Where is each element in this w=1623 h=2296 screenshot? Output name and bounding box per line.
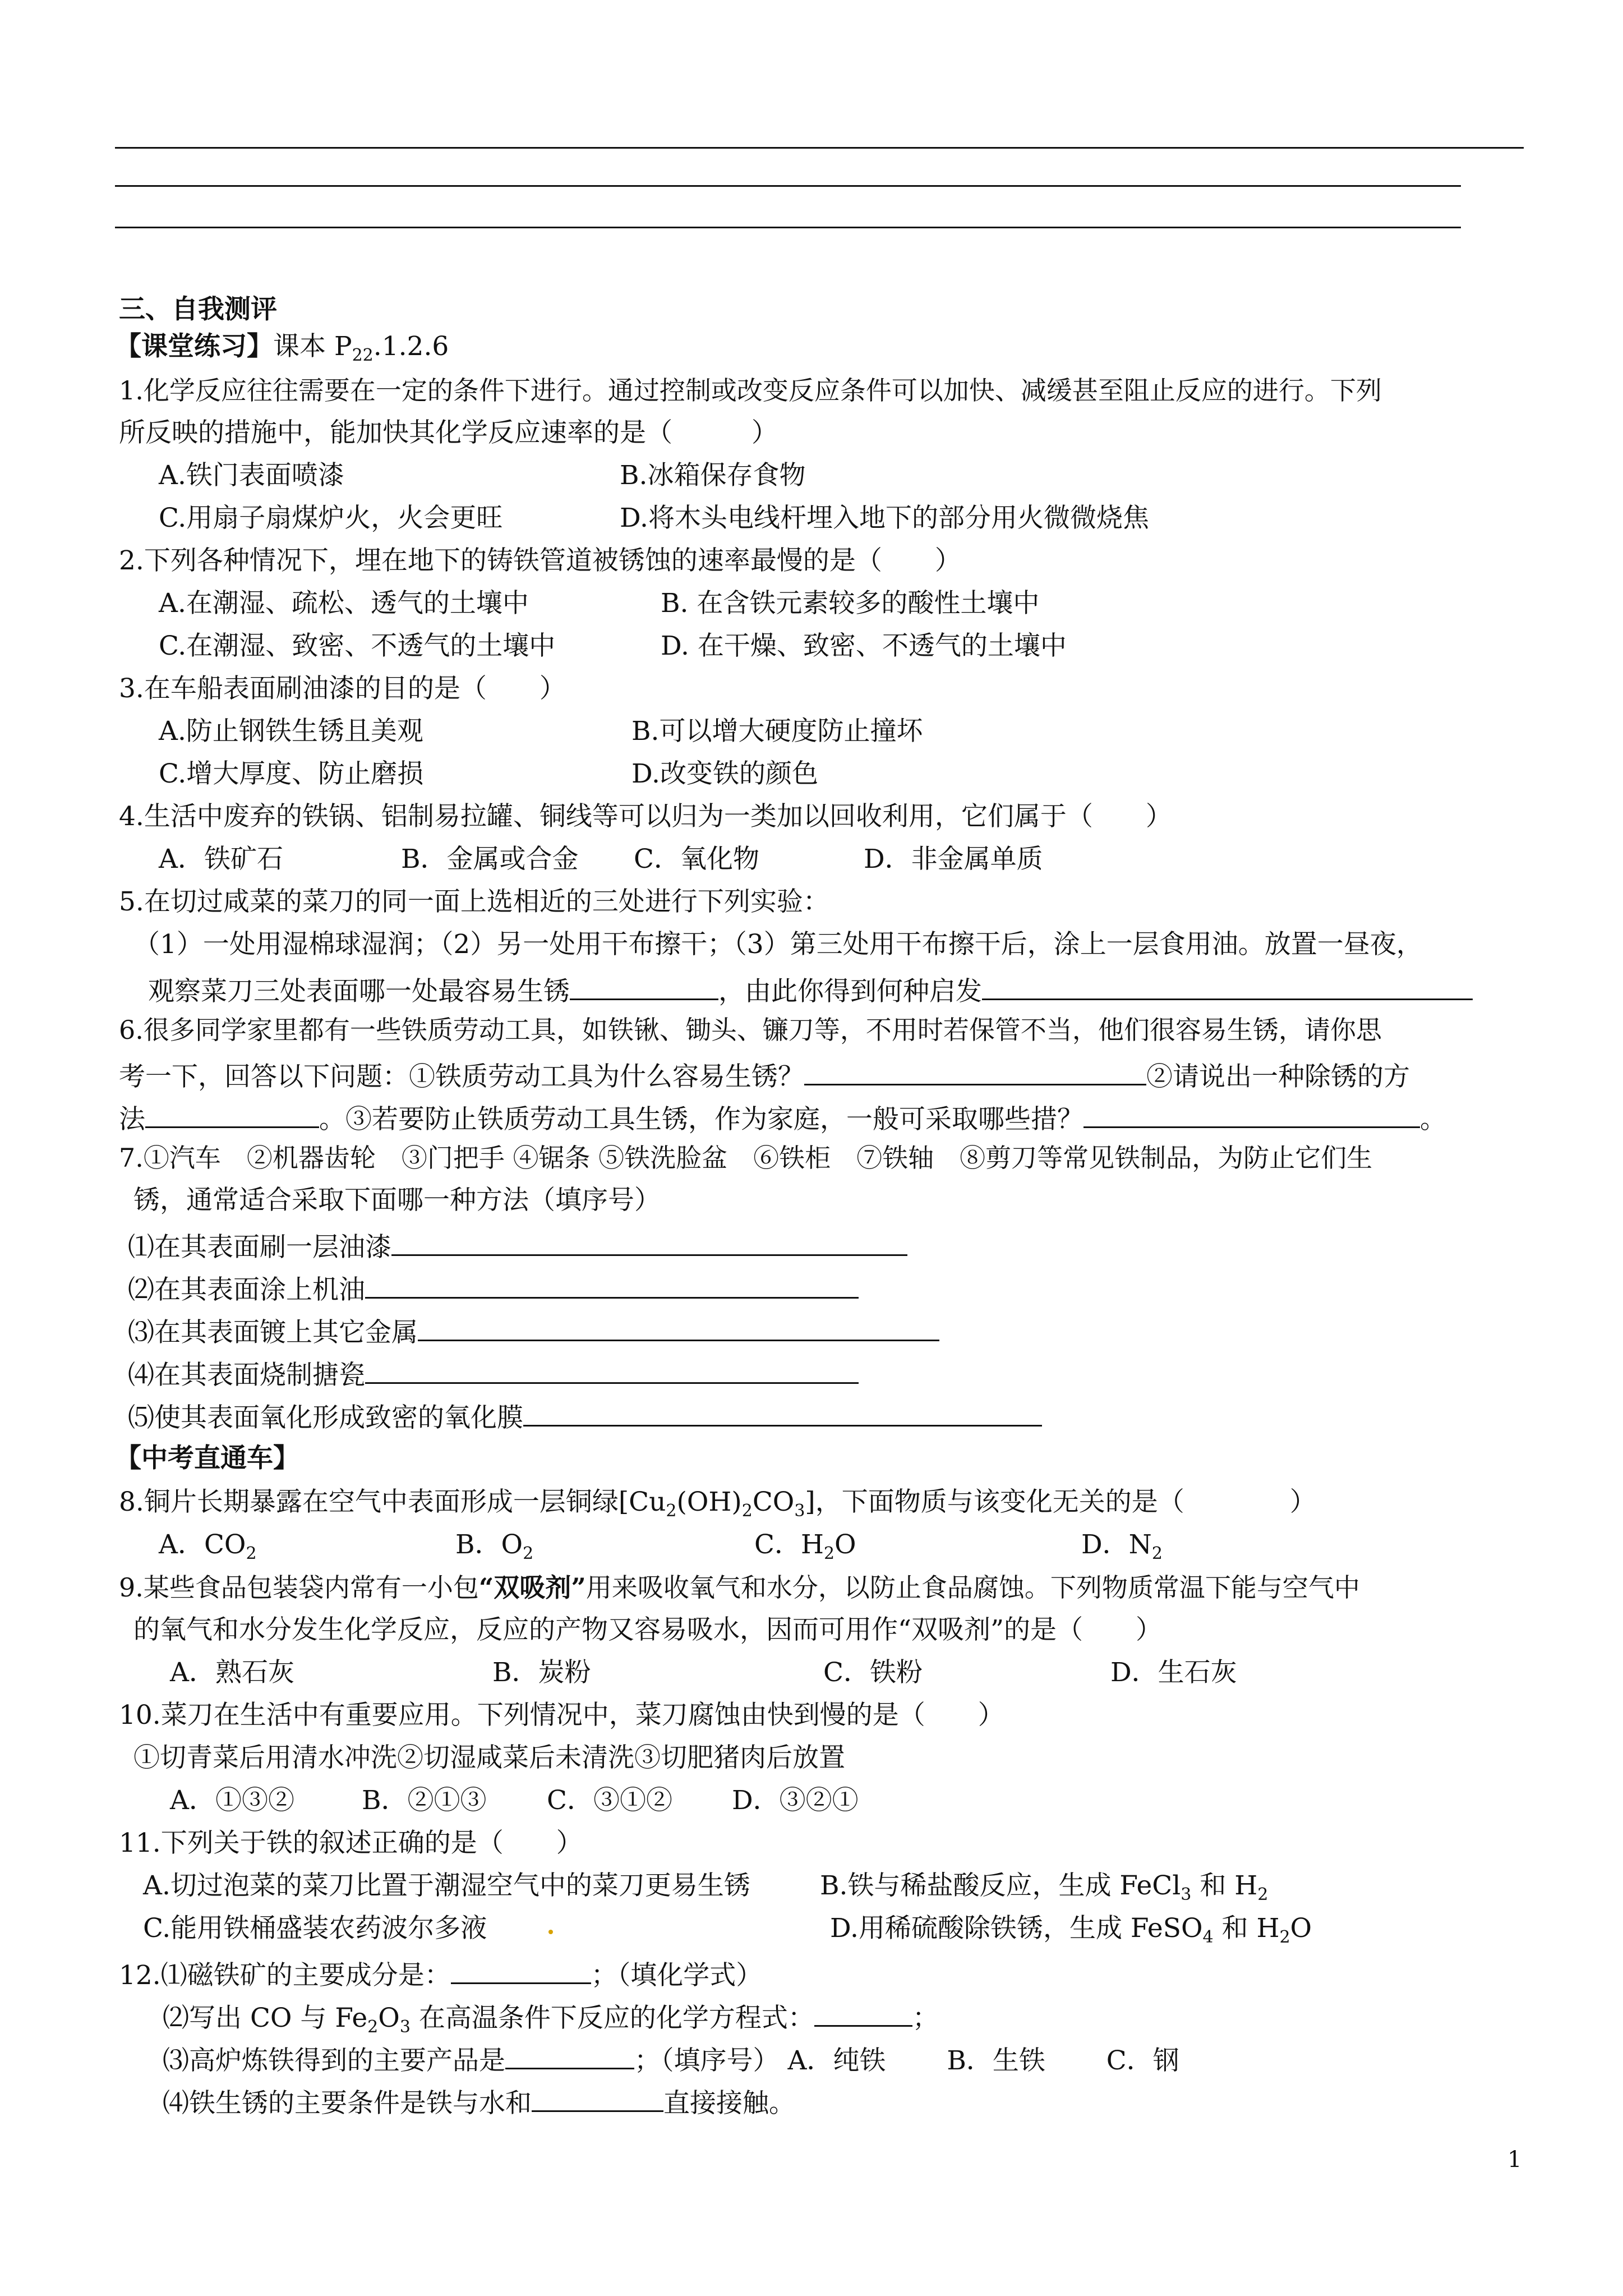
q7-item-4-text: ⑷在其表面烧制搪瓷 bbox=[128, 1360, 365, 1391]
exam-header: 【中考直通车】 bbox=[115, 1443, 299, 1474]
q3-option-c: C.增大厚度、防止磨损 bbox=[159, 758, 424, 789]
q4-option-a: A．铁矿石 bbox=[159, 844, 283, 875]
page-number: 1 bbox=[1507, 2147, 1522, 2173]
q12-line-2b: 在高温条件下反应的化学方程式： bbox=[410, 2003, 814, 2033]
q3-option-b: B.可以增大硬度防止撞坏 bbox=[631, 716, 923, 747]
q12-line-4a: ⑷铁生锈的主要条件是铁与水和 bbox=[163, 2088, 532, 2119]
q5-line-1: 5.在切过咸菜的菜刀的同一面上选相近的三处进行下列实验： bbox=[119, 886, 829, 917]
q8-option-c-text: C．H bbox=[754, 1529, 824, 1560]
q8-sub-1: 2 bbox=[666, 1501, 677, 1521]
q11-line-1: 11.下列关于铁的叙述正确的是（ ） bbox=[119, 1828, 583, 1858]
q8-mid-1: (OH) bbox=[676, 1487, 742, 1517]
q11-option-a: A.切过泡菜的菜刀比置于潮湿空气中的菜刀更易生锈 bbox=[143, 1870, 750, 1901]
q12-line-2c: ； bbox=[912, 2003, 939, 2033]
q5-line-3a: 观察菜刀三处表面哪一处最容易生锈 bbox=[148, 976, 570, 1007]
practice-header-line bbox=[115, 330, 449, 367]
q8-option-b bbox=[455, 1528, 533, 1565]
q4-line-1: 4.生活中废弃的铁锅、铝制易拉罐、铜线等可以归为一类加以回收利用，它们属于（ ） bbox=[119, 801, 1172, 832]
q1-option-a: A.铁门表面喷漆 bbox=[159, 460, 344, 491]
q8-option-a-sub: 2 bbox=[246, 1544, 257, 1563]
q7-item-4 bbox=[128, 1354, 859, 1392]
q7-item-1-text: ⑴在其表面刷一层油漆 bbox=[128, 1232, 391, 1263]
q9-line-2: 的氧气和水分发生化学反应，反应的产物又容易吸水，因而可用作“双吸剂”的是（ ） bbox=[133, 1614, 1163, 1645]
q8-option-d-sub: 2 bbox=[1151, 1544, 1163, 1563]
q12-line-2-sub-2: 3 bbox=[399, 2017, 411, 2037]
q11-option-c: C.能用铁桶盛装农药波尔多液 bbox=[143, 1913, 487, 1944]
q7-line-2: 锈，通常适合采取下面哪一种方法（填序号） bbox=[133, 1185, 661, 1216]
q7-answer-blank-5[interactable] bbox=[523, 1397, 1042, 1427]
q5-answer-blank-1[interactable] bbox=[570, 970, 718, 1000]
q2-option-b: B. 在含铁元素较多的酸性土壤中 bbox=[661, 588, 1040, 619]
q7-item-3-text: ⑶在其表面镀上其它金属 bbox=[128, 1317, 418, 1348]
q9-option-b: B．炭粉 bbox=[492, 1657, 591, 1688]
q8-mid-2: CO bbox=[752, 1487, 795, 1517]
q5-line-3b: ，由此你得到何种启发 bbox=[718, 976, 982, 1007]
answer-line-3 bbox=[115, 227, 1461, 228]
q11-option-d-text: D.用稀硫酸除铁锈，生成 FeSO bbox=[830, 1913, 1203, 1944]
q8-option-b-text: B．O bbox=[455, 1529, 523, 1560]
q9-line-1 bbox=[119, 1571, 1360, 1604]
q11-option-b-sub-1: 3 bbox=[1181, 1885, 1192, 1904]
q6-line-3b: 。③若要防止铁质劳动工具生锈，作为家庭，一般可采取哪些措？ bbox=[319, 1104, 1083, 1135]
q11-option-b-mid: 和 H bbox=[1191, 1870, 1258, 1901]
q7-answer-blank-2[interactable] bbox=[365, 1269, 859, 1299]
q11-option-b-sub-2: 2 bbox=[1257, 1885, 1269, 1904]
q9-pre: 9.某些食品包装袋内常有一小包 bbox=[119, 1572, 479, 1603]
q9-option-d: D．生石灰 bbox=[1110, 1657, 1237, 1688]
q7-answer-blank-3[interactable] bbox=[418, 1312, 939, 1341]
q9-option-c: C．铁粉 bbox=[823, 1657, 923, 1688]
practice-ref-prefix: 课本 P bbox=[273, 331, 352, 362]
q8-option-b-sub: 2 bbox=[523, 1544, 534, 1563]
practice-ref-sub: 22 bbox=[352, 346, 374, 365]
q6-answer-blank-3[interactable] bbox=[1083, 1098, 1420, 1128]
q10-option-c: C．③①② bbox=[547, 1785, 672, 1816]
q8-option-c-post: O bbox=[834, 1529, 856, 1560]
q6-line-3a: 法 bbox=[119, 1104, 145, 1135]
q8-option-a bbox=[159, 1528, 257, 1565]
q9-bold: “双吸剂” bbox=[478, 1572, 586, 1603]
practice-header: 【课堂练习】 bbox=[115, 331, 273, 362]
q6-line-1: 6.很多同学家里都有一些铁质劳动工具，如铁锹、锄头、镰刀等，不用时若保管不当，他们很容易生锈，请你思 bbox=[119, 1015, 1382, 1045]
q6-line-2a: 考一下，回答以下问题：①铁质劳动工具为什么容易生锈？ bbox=[119, 1061, 804, 1092]
q1-option-c: C.用扇子扇煤炉火，火会更旺 bbox=[159, 503, 503, 533]
q12-line-4b: 直接接触。 bbox=[663, 2088, 795, 2119]
q9-post: 用来吸收氧气和水分，以防止食品腐蚀。下列物质常温下能与空气中 bbox=[585, 1572, 1360, 1603]
q12-line-2 bbox=[163, 1997, 939, 2039]
q6-line-3 bbox=[119, 1098, 1446, 1137]
q3-option-a: A.防止钢铁生锈且美观 bbox=[159, 716, 423, 747]
q10-line-2: ①切青菜后用清水冲洗②切湿咸菜后未清洗③切肥猪肉后放置 bbox=[133, 1742, 845, 1773]
q12-line-2a: ⑵写出 CO 与 Fe bbox=[163, 2003, 368, 2033]
q5-line-2: （1）一处用湿棉球湿润；（2）另一处用干布擦干；（3）第三处用干布擦干后，涂上一层食用油。放置一昼夜， bbox=[133, 929, 1423, 960]
q1-option-d: D.将木头电线杆埋入地下的部分用火微微烧焦 bbox=[620, 503, 1149, 533]
practice-ref-suffix: .1.2.6 bbox=[373, 331, 449, 362]
q8-option-a-text: A．CO bbox=[159, 1529, 246, 1560]
q6-answer-blank-1[interactable] bbox=[804, 1056, 1146, 1085]
q8-pre: 8.铜片长期暴露在空气中表面形成一层铜绿[Cu bbox=[119, 1487, 666, 1517]
q11-option-d-sub-1: 4 bbox=[1202, 1927, 1214, 1947]
q7-item-3 bbox=[128, 1312, 939, 1350]
section-title: 三、自我测评 bbox=[119, 294, 277, 325]
q12-line-4 bbox=[163, 2082, 795, 2120]
q5-line-3 bbox=[148, 970, 1473, 1009]
q8-line-1 bbox=[119, 1485, 1316, 1522]
answer-line-1 bbox=[115, 147, 1524, 149]
q8-option-c bbox=[754, 1528, 856, 1565]
q12-line-2-sub-1: 2 bbox=[367, 2017, 379, 2037]
q7-item-1 bbox=[128, 1226, 907, 1264]
q7-item-5-text: ⑸使其表面氧化形成致密的氧化膜 bbox=[128, 1402, 523, 1433]
q7-item-2-text: ⑵在其表面涂上机油 bbox=[128, 1274, 365, 1305]
q12-line-3a: ⑶高炉炼铁得到的主要产品是 bbox=[163, 2045, 505, 2076]
q1-line-1: 1.化学反应往往需要在一定的条件下进行。通过控制或改变反应条件可以加快、减缓甚至阻止反应的进行。下列 bbox=[119, 375, 1382, 406]
q11-option-b bbox=[820, 1869, 1268, 1906]
q7-item-5 bbox=[128, 1397, 1042, 1435]
q7-line-1: 7.①汽车 ②机器齿轮 ③门把手 ④锯条 ⑤铁洗脸盆 ⑥铁柜 ⑦铁轴 ⑧剪刀等常见铁制品，为防止它们生 bbox=[119, 1143, 1373, 1173]
q7-item-2 bbox=[128, 1269, 859, 1307]
q6-line-2 bbox=[119, 1056, 1410, 1094]
q11-option-b-text: B.铁与稀盐酸反应，生成 FeCl bbox=[820, 1870, 1181, 1901]
q1-option-b: B.冰箱保存食物 bbox=[620, 460, 806, 491]
q12-answer-blank-3[interactable] bbox=[505, 2040, 634, 2069]
q10-line-1: 10.菜刀在生活中有重要应用。下列情况中，菜刀腐蚀由快到慢的是（ ） bbox=[119, 1700, 1004, 1731]
stray-dot bbox=[548, 1930, 553, 1934]
q6-answer-blank-2[interactable] bbox=[145, 1098, 319, 1128]
q11-option-d-mid: 和 H bbox=[1213, 1913, 1280, 1944]
q12-line-2-mid: O bbox=[378, 2003, 400, 2033]
q12-line-3 bbox=[163, 2040, 1179, 2078]
q12-answer-blank-2[interactable] bbox=[814, 1997, 912, 2027]
q3-option-d: D.改变铁的颜色 bbox=[631, 758, 818, 789]
q8-option-d bbox=[1081, 1528, 1163, 1565]
q9-option-a: A．熟石灰 bbox=[170, 1657, 294, 1688]
q6-line-3c: 。 bbox=[1420, 1104, 1446, 1135]
q8-option-d-text: D．N bbox=[1081, 1529, 1152, 1560]
q2-line-1: 2.下列各种情况下，埋在地下的铸铁管道被锈蚀的速率最慢的是（ ） bbox=[119, 545, 961, 576]
q10-option-a: A．①③② bbox=[170, 1785, 294, 1816]
q10-option-d: D．③②① bbox=[732, 1785, 859, 1816]
q7-answer-blank-4[interactable] bbox=[365, 1354, 859, 1384]
q4-option-b: B．金属或合金 bbox=[401, 844, 579, 875]
q12-line-1b: ；（填化学式） bbox=[591, 1960, 763, 1991]
q8-sub-2: 2 bbox=[741, 1501, 753, 1521]
q8-post: ]，下面物质与该变化无关的是（ ） bbox=[805, 1487, 1316, 1517]
q12-line-1a: 12.⑴磁铁矿的主要成分是： bbox=[119, 1960, 451, 1991]
q12-line-3b: ；（填序号） A．纯铁 B．生铁 C．钢 bbox=[634, 2045, 1179, 2076]
q12-answer-blank-1[interactable] bbox=[451, 1954, 591, 1984]
q8-option-c-sub: 2 bbox=[823, 1544, 835, 1563]
q5-answer-blank-2[interactable] bbox=[982, 970, 1473, 1000]
answer-line-2 bbox=[115, 185, 1461, 187]
q10-option-b: B．②①③ bbox=[362, 1785, 487, 1816]
q12-line-1 bbox=[119, 1954, 762, 1993]
q8-sub-3: 3 bbox=[794, 1501, 805, 1521]
q11-option-d bbox=[830, 1912, 1312, 1949]
q2-option-a: A.在潮湿、疏松、透气的土壤中 bbox=[159, 588, 529, 619]
q7-answer-blank-1[interactable] bbox=[391, 1226, 907, 1256]
q2-option-d: D. 在干燥、致密、不透气的土壤中 bbox=[661, 631, 1067, 661]
q6-line-2b: ②请说出一种除锈的方 bbox=[1146, 1061, 1410, 1092]
q12-answer-blank-4[interactable] bbox=[532, 2082, 663, 2112]
q11-option-d-post: O bbox=[1290, 1913, 1312, 1944]
q4-option-d: D．非金属单质 bbox=[864, 844, 1043, 875]
q2-option-c: C.在潮湿、致密、不透气的土壤中 bbox=[159, 631, 556, 661]
q3-line-1: 3.在车船表面刷油漆的目的是（ ） bbox=[119, 673, 566, 704]
q11-option-d-sub-2: 2 bbox=[1279, 1927, 1290, 1947]
q1-line-2: 所反映的措施中，能加快其化学反应速率的是（ ） bbox=[119, 417, 778, 448]
q4-option-c: C．氧化物 bbox=[634, 844, 759, 875]
